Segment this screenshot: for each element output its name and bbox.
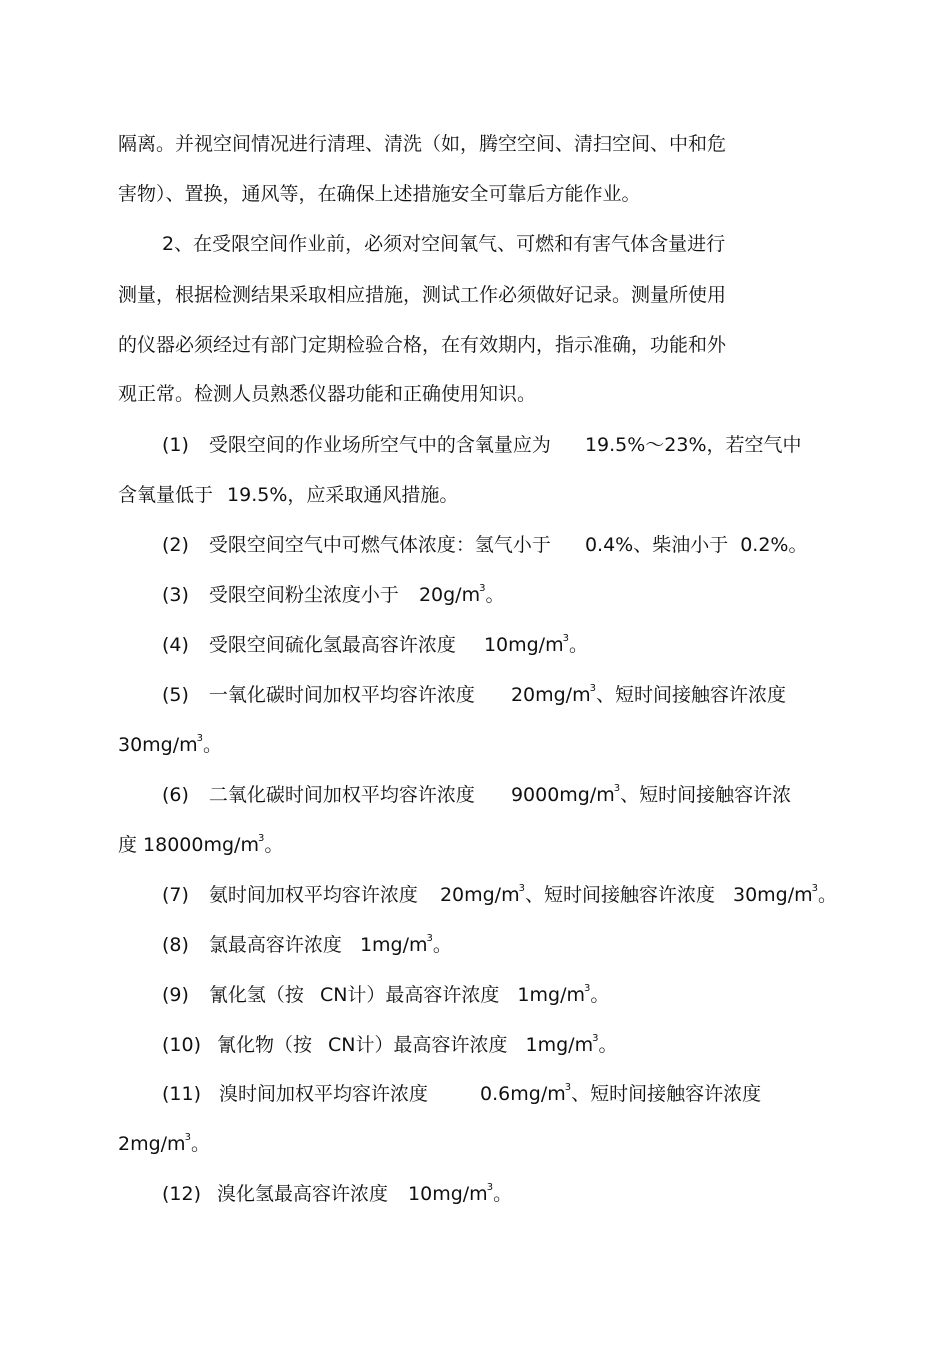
item-text: 受限空间空气中可燃气体浓度：氢气小于 — [208, 534, 551, 556]
item-text: CN计）最高容许浓度 — [319, 984, 500, 1006]
item-text: 溴时间加权平均容许浓度 — [219, 1083, 429, 1105]
item-value: 20mg/m — [510, 684, 591, 706]
list-item — [162, 633, 588, 661]
item-value: 30mg/m — [732, 884, 813, 906]
item-value: 20g/m — [418, 584, 481, 606]
item-value: 2mg/m — [118, 1133, 186, 1155]
item-text: 氰化物（按 — [217, 1034, 313, 1056]
item-value: 1mg/m — [359, 934, 428, 956]
item-number: (10) — [162, 1034, 202, 1056]
superscript: 3 — [592, 1033, 599, 1044]
paragraph-line: 观正常。检测人员熟悉仪器功能和正确使用知识。 — [118, 383, 537, 405]
list-item-continuation — [118, 833, 283, 861]
item-end: 。 — [190, 1133, 210, 1155]
item-number: (11) — [162, 1083, 202, 1105]
superscript: 3 — [584, 983, 591, 994]
item-value: 度 18000mg/m — [118, 834, 259, 856]
item-number: (12) — [162, 1183, 202, 1205]
item-value: 0.6mg/m — [480, 1083, 566, 1105]
list-item — [162, 583, 504, 611]
item-end: 。 — [818, 884, 838, 906]
item-text: 氯最高容许浓度 — [208, 934, 342, 956]
item-value: 10mg/m — [408, 1183, 488, 1205]
item-value: 9000mg/m — [510, 784, 615, 806]
item-text: CN计）最高容许浓度 — [328, 1034, 508, 1056]
item-value: 1mg/m — [525, 1034, 594, 1056]
item-end: 。 — [590, 984, 610, 1006]
superscript: 3 — [426, 933, 433, 944]
item-value: 0.4%、柴油小于 — [584, 534, 729, 556]
superscript: 3 — [562, 633, 569, 644]
item-text: 一氧化碳时间加权平均容许浓度 — [208, 684, 475, 706]
list-item — [162, 1033, 617, 1061]
item-number: (4) — [162, 634, 189, 656]
item-text: 、短时间接触容许浓度 — [524, 884, 715, 906]
paragraph-line: 隔离。并视空间情况进行清理、清洗（如，腾空空间、清扫空间、中和危 — [118, 133, 727, 155]
item-number: (9) — [162, 984, 189, 1006]
item-text: 受限空间硫化氢最高容许浓度 — [208, 634, 456, 656]
paragraph-line: 2、在受限空间作业前，必须对空间氧气、可燃和有害气体含量进行 — [162, 233, 726, 255]
item-value: 30mg/m — [118, 734, 198, 756]
item-text: 受限空间粉尘浓度小于 — [208, 584, 399, 606]
item-number: (2) — [162, 534, 189, 556]
item-end: 。 — [485, 584, 505, 606]
item-text: 、短时间接触容许浓 — [620, 784, 792, 806]
superscript: 3 — [196, 733, 204, 744]
item-end: 。 — [203, 734, 223, 756]
list-item-continuation — [118, 1132, 210, 1160]
list-item — [162, 533, 808, 557]
item-text: 氨时间加权平均容许浓度 — [208, 884, 418, 906]
item-number: (7) — [162, 884, 189, 906]
list-item — [162, 783, 791, 811]
item-number: (5) — [162, 684, 189, 706]
item-text: 受限空间的作业场所空气中的含氧量应为 — [208, 434, 551, 456]
paragraph-line: 的仪器必须经过有部门定期检验合格，在有效期内，指示准确，功能和外 — [118, 334, 727, 356]
item-end: 。 — [568, 634, 588, 656]
item-value: 0.2%。 — [740, 534, 808, 556]
item-end: 。 — [432, 934, 452, 956]
list-item — [162, 933, 452, 961]
list-item — [162, 433, 802, 457]
item-number: (8) — [162, 934, 189, 956]
list-item — [162, 683, 786, 711]
item-value: 10mg/m — [483, 634, 564, 656]
superscript: 3 — [257, 833, 265, 844]
superscript: 3 — [589, 683, 596, 694]
paragraph-line: 害物）、置换，通风等，在确保上述措施安全可靠后方能作业。 — [118, 183, 641, 205]
superscript: 3 — [811, 883, 819, 894]
item-value: 19.5%，应采取通风措施。 — [227, 484, 459, 506]
list-item — [162, 883, 837, 911]
item-number: (6) — [162, 784, 189, 806]
item-text: 二氧化碳时间加权平均容许浓度 — [208, 784, 475, 806]
list-item-continuation — [118, 483, 458, 507]
item-text: 溴化氢最高容许浓度 — [217, 1183, 389, 1205]
superscript: 3 — [518, 883, 525, 894]
list-item-continuation — [118, 733, 222, 761]
list-item — [162, 1182, 512, 1210]
item-end: 。 — [493, 1183, 513, 1205]
superscript: 3 — [564, 1082, 572, 1093]
superscript: 3 — [486, 1182, 494, 1193]
item-number: (3) — [162, 584, 189, 606]
item-value: 20mg/m — [439, 884, 520, 906]
list-item — [162, 1082, 761, 1110]
item-text: 氰化氢（按 — [208, 984, 304, 1006]
list-item — [162, 983, 609, 1011]
item-value: 1mg/m — [517, 984, 585, 1006]
item-end: 。 — [264, 834, 284, 856]
item-value: 19.5%～23%，若空气中 — [584, 434, 802, 456]
item-text: 、短时间接触容许浓度 — [571, 1083, 762, 1105]
item-text: 含氧量低于 — [118, 484, 214, 506]
item-text: 、短时间接触容许浓度 — [595, 684, 786, 706]
superscript: 3 — [613, 783, 621, 794]
superscript: 3 — [479, 583, 486, 594]
superscript: 3 — [184, 1132, 191, 1143]
paragraph-line: 测量，根据检测结果采取相应措施，测试工作必须做好记录。测量所使用 — [118, 284, 727, 306]
item-number: (1) — [162, 434, 189, 456]
item-end: 。 — [598, 1034, 618, 1056]
